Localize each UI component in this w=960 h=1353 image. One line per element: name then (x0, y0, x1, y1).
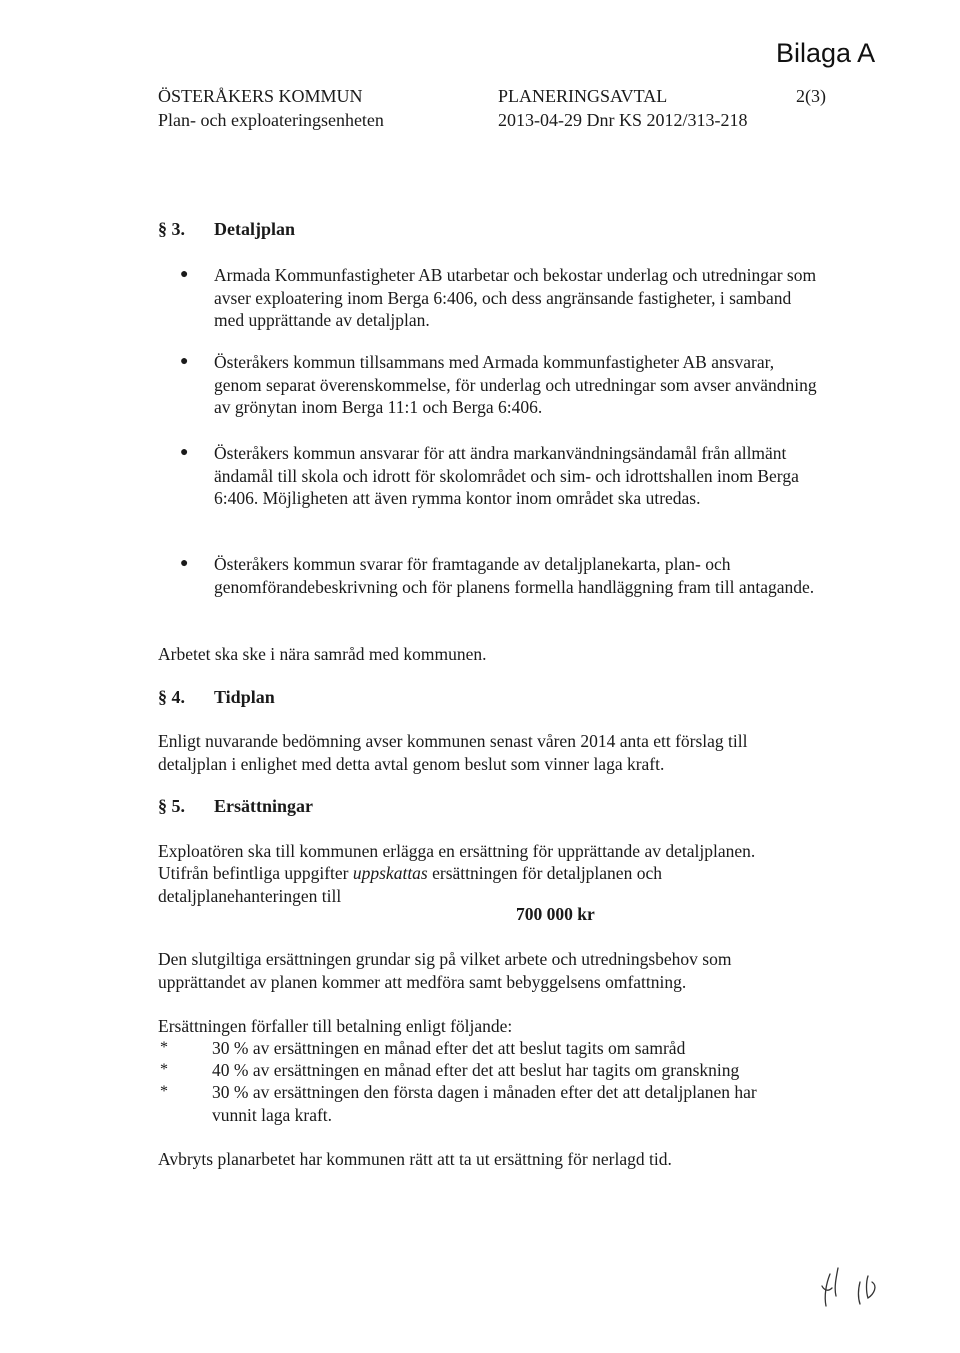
list-item (180, 264, 820, 332)
section-5-paragraph: Den slutgiltiga ersättningen grundar sig på vilket arbete och utredningsbehov som upprättandet av planen kommer att medföra samt bebyggelsens omfattning. (158, 949, 732, 992)
bullet-text: Armada Kommunfastigheter AB utarbetar och bekostar underlag och utredningar som avser exploatering inom Berga 6:406, och dess angränsande fastigheter, i samband med upprättande av detaljplan. (214, 265, 817, 330)
text-run: Utifrån befintliga uppgifter (158, 863, 353, 883)
doc-date-ref: 2013-04-29 Dnr KS 2012/313-218 (498, 110, 748, 130)
bullet-icon: ● (180, 267, 189, 282)
asterisk-icon: * (160, 1039, 168, 1056)
asterisk-icon: * (160, 1083, 168, 1100)
list-item (158, 1059, 798, 1082)
bilaga-label: Bilaga A (776, 38, 876, 68)
list-item (180, 553, 820, 598)
bullet-text: Österåkers kommun ansvarar för att ändra markanvändningsändamål från allmänt ändamål till skola och idrott för skolområdet och sim- och idrottshallen inom Berga 6:406. Möjligheten att även rymma kontor inom området ska utredas. (214, 443, 799, 508)
section-4-heading (158, 687, 275, 708)
asterisk-icon: * (160, 1061, 168, 1078)
section-5-heading (158, 796, 313, 817)
bullet-text: Österåkers kommun tillsammans med Armada kommunfastigheter AB ansvarar, genom separat överenskommelse, för underlag och utredningar som avser användning av grönytan inom Berga 11:1 och Berga 6:406. (214, 352, 817, 417)
section-5-paragraph: Exploatören ska till kommunen erlägga en ersättning för upprättande av detaljplanen. (158, 841, 756, 861)
list-item (158, 1037, 798, 1060)
text-run: ersättningen för detaljplanen och detaljplanehanteringen till (158, 863, 662, 906)
section-number: § 4. (158, 687, 185, 707)
section-number: § 3. (158, 219, 185, 239)
section-5-paragraph: Ersättningen förfaller till betalning enligt följande: (158, 1016, 513, 1036)
page-number: 2(3) (796, 86, 826, 106)
emphasis-text: uppskattas (352, 863, 428, 883)
section-title: Detaljplan (214, 219, 295, 239)
initials-signature-icon (812, 1262, 912, 1312)
payment-text: 30 % av ersättningen en månad efter det att beslut tagits om samråd (212, 1038, 686, 1058)
bullet-text: Österåkers kommun svarar för framtagande av detaljplanekarta, plan- och genomförandebeskrivning och för planens formella handläggning fram till antagande. (214, 554, 815, 597)
bullet-icon: ● (180, 354, 189, 369)
section-number: § 5. (158, 796, 185, 816)
org-unit: Plan- och exploateringsenheten (158, 110, 384, 130)
doc-type: PLANERINGSAVTAL (498, 86, 668, 106)
amount-value: 700 000 kr (516, 904, 595, 924)
header-organization (158, 84, 384, 132)
section-5-paragraph: Avbryts planarbetet har kommunen rätt att ta ut ersättning för nerlagd tid. (158, 1149, 672, 1169)
list-item (180, 351, 820, 419)
bullet-icon: ● (180, 556, 189, 571)
payment-text: 40 % av ersättningen en månad efter det att beslut har tagits om granskning (212, 1060, 740, 1080)
section-4-text: Enligt nuvarande bedömning avser kommunen senast våren 2014 anta ett förslag till detaljplan i enlighet med detta avtal genom beslut som vinner laga kraft. (158, 731, 748, 774)
section-5-paragraph (158, 862, 718, 907)
org-name: ÖSTERÅKERS KOMMUN (158, 86, 363, 106)
bullet-icon: ● (180, 445, 189, 460)
section-3-closing: Arbetet ska ske i nära samråd med kommunen. (158, 644, 487, 664)
list-item (158, 1081, 798, 1126)
header-document (498, 84, 748, 132)
section-3-heading (158, 219, 295, 240)
section-title: Ersättningar (214, 796, 313, 816)
list-item (180, 442, 820, 510)
section-title: Tidplan (214, 687, 275, 707)
payment-text: 30 % av ersättningen den första dagen i månaden efter det att detaljplanen har vunnit laga kraft. (212, 1082, 757, 1125)
